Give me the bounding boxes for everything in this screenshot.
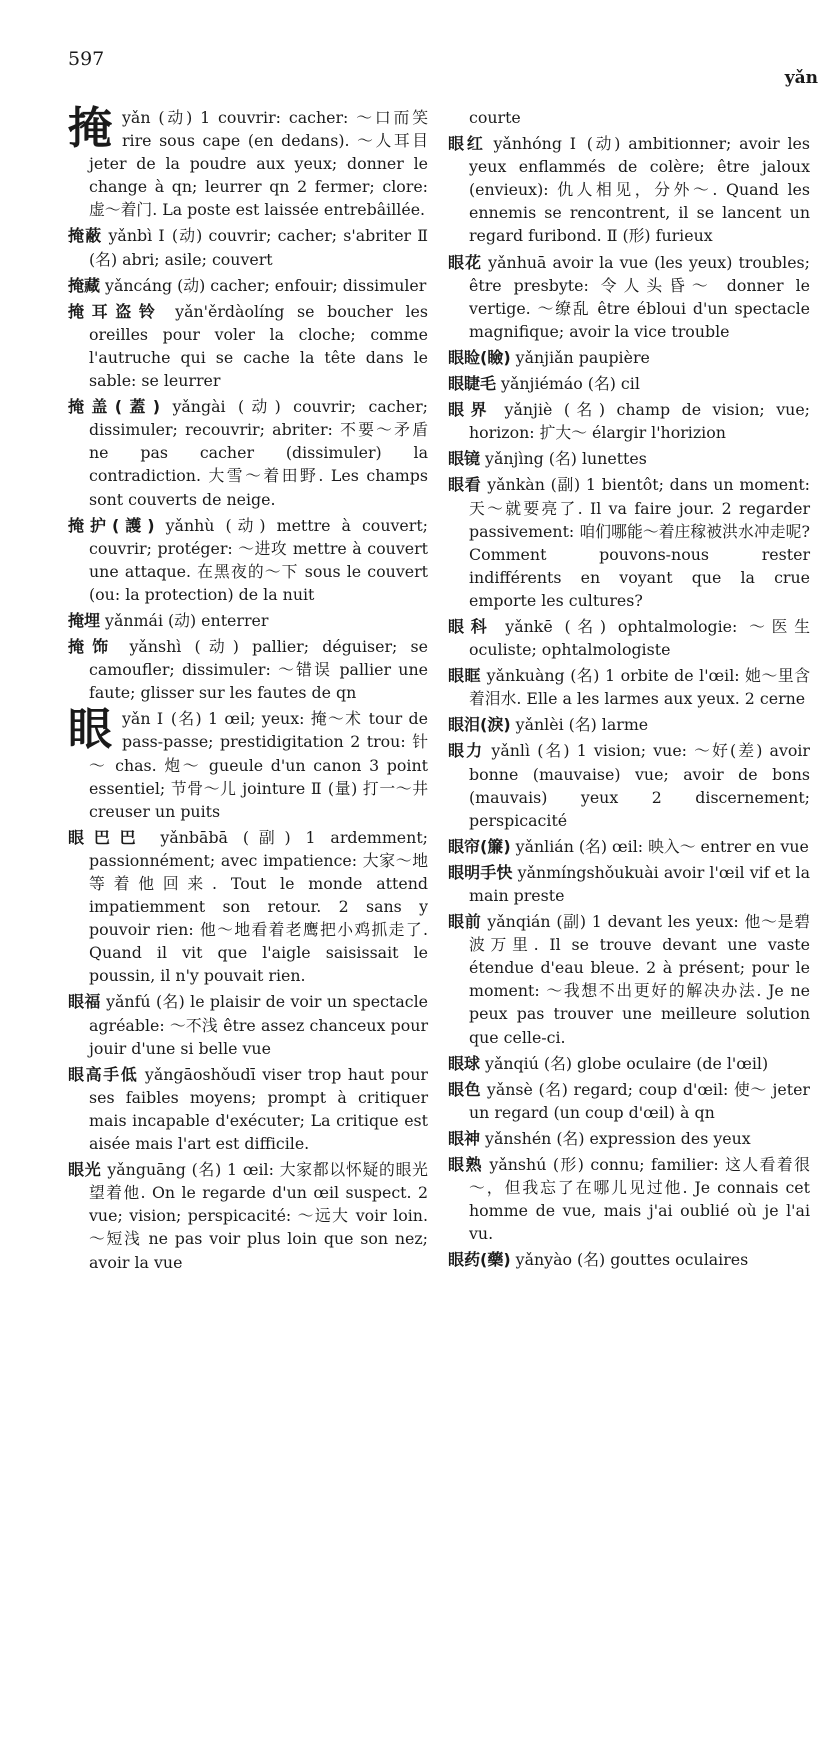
headword: 眼高手低 [68, 1064, 139, 1084]
headword: 眼熟 [448, 1155, 483, 1175]
headword: 眼明手快 [448, 862, 513, 882]
definition: yǎnkàn (副) 1 bientôt; dans un moment: 天～就要亮了. Il va faire jour. 2 regarder passivement: 咱们哪能～着庄稼被洪水冲走呢? Comment pouvons-nous rester indifférents en voyant que la crue emporte les cultures? [469, 475, 810, 610]
dictionary-entry [448, 664, 810, 710]
dictionary-entry [68, 395, 428, 510]
headword: 眼泪(淚) [448, 715, 511, 735]
headword: 掩护(護) [68, 515, 155, 535]
dictionary-entry [448, 398, 810, 444]
dictionary-entry [448, 739, 810, 831]
dictionary-entry [68, 224, 428, 270]
dictionary-entry [68, 635, 428, 704]
head-character: 掩 [68, 103, 112, 154]
header-word: yǎn [784, 68, 818, 88]
dictionary-entry [448, 615, 810, 661]
headword: 眼睫毛 [448, 374, 497, 394]
headword: 眼帘(簾) [448, 836, 511, 856]
definition: yǎn (动) 1 couvrir: cacher: ～口而笑 rire sous cape (en dedans). ～人耳目 jeter de la poudre aux yeux; donner le change à qn; leurrer qn 2 fermer; clore: 虚～着门. La poste est laissée entrebâillée. [89, 108, 428, 220]
definition: yǎn'ěrdàolíng se boucher les oreilles pour voler la cloche; comme l'autruche qui se cache la tête dans le sable: se leurrer [89, 301, 428, 391]
dictionary-entry [448, 447, 810, 470]
definition: courte [469, 108, 521, 127]
dictionary-entry [448, 251, 810, 343]
headword: 掩蔽 [68, 226, 103, 246]
dictionary-entry [68, 704, 428, 822]
headword: 掩藏 [68, 275, 101, 295]
definition: yǎnbābā (副) 1 ardemment; passionnément; avec impatience: 大家～地等着他回来. Tout le monde attend impatiemment son retour. 2 sans y pouvoir rien: 他～地看着老鹰把小鸡抓走了. Quand il vit que l'aigle saisissait le poussin, il n'y pouvait rien. [89, 827, 428, 986]
definition: yǎn Ⅰ (名) 1 œil; yeux: 掩～术 tour de pass-passe; prestidigitation 2 trou: 针～ chas. 炮～ gueule d'un canon 3 point essentiel; 节骨～儿 jointure Ⅱ (量) 打一～井 creuser un puits [89, 709, 428, 821]
dictionary-entry [448, 106, 810, 129]
definition: yǎnlì (名) 1 vision; vue: ～好(差) avoir bonne (mauvaise) vue; avoir de bons (mauvais) yeux 2 discernement; perspicacité [469, 741, 810, 830]
definition: yǎnqiú (名) globe oculaire (de l'œil) [480, 1053, 769, 1073]
definition: yǎngài (动) couvrir; cacher; dissimuler; recouvrir; abriter: 不要～矛盾 ne pas cacher (dissimuler) la contradiction. 大雪～着田野. Les champs sont couverts de neige. [89, 397, 428, 509]
definition: yǎnbì Ⅰ (动) couvrir; cacher; s'abriter Ⅱ (名) abri; asile; couvert [89, 226, 428, 269]
definition: yǎnshì (动) pallier; déguiser; se camoufler; dissimuler: ～错误 pallier une faute; glisser sur les fautes de qn [89, 637, 428, 703]
headword: 掩饰 [68, 637, 117, 657]
page-number: 597 [68, 48, 105, 70]
headword: 眼前 [448, 912, 482, 932]
definition: yǎnkuàng (名) 1 orbite de l'œil: 她～里含着泪水. Elle a les larmes aux yeux. 2 cerne [469, 666, 810, 709]
dictionary-entry [68, 609, 428, 632]
definition: yǎnjìng (名) lunettes [480, 449, 647, 469]
definition: yǎnguāng (名) 1 œil: 大家都以怀疑的眼光望着他. On le regarde d'un œil suspect. 2 vue; vision; perspicacité: ～远大 voir loin. ～短浅 ne pas voir plus loin que son nez; avoir la vue [89, 1160, 428, 1272]
dictionary-entry [448, 1052, 810, 1075]
dictionary-entry [448, 346, 810, 369]
dictionary-entry [68, 826, 428, 988]
headword: 眼神 [448, 1128, 481, 1148]
definition: yǎnhuā avoir la vue (les yeux) troubles; être presbyte: 令人头昏～ donner le vertige. ～缭乱 être ébloui d'un spectacle magnifique; avoir la vice trouble [469, 252, 810, 341]
dictionary-entry [448, 372, 810, 395]
headword: 眼红 [448, 134, 486, 154]
dictionary-entry [448, 132, 810, 247]
definition: yǎnkē (名) ophtalmologie: ～医生 oculiste; ophtalmologiste [469, 616, 810, 660]
definition: yǎnjiǎn paupière [510, 347, 650, 367]
definition: yǎnfú (名) le plaisir de voir un spectacle agréable: ～不浅 être assez chanceux pour jouir d'une si belle vue [89, 992, 428, 1058]
definition: yǎnjiè (名) champ de vision; vue; horizon: 扩大～ élargir l'horizion [469, 400, 810, 443]
headword: 眼球 [448, 1053, 481, 1073]
headword: 眼科 [448, 616, 494, 636]
headword: 眼福 [68, 992, 101, 1012]
dictionary-entry [448, 713, 810, 736]
definition: yǎnshén (名) expression des yeux [480, 1128, 751, 1148]
headword: 眼色 [448, 1079, 482, 1099]
dictionary-entry [448, 861, 810, 907]
dictionary-entry [448, 1153, 810, 1245]
headword: 眼睑(瞼) [448, 347, 511, 367]
definition: yǎnmíngshǒukuài avoir l'œil vif et la main preste [469, 862, 810, 905]
dictionary-entry [68, 103, 428, 221]
dictionary-entry [68, 300, 428, 392]
headword: 掩盖(蓋) [68, 397, 161, 417]
headword: 眼界 [448, 400, 494, 420]
head-character: 眼 [68, 704, 112, 756]
definition: yǎnyào (名) gouttes oculaires [510, 1250, 749, 1270]
left-column [68, 103, 428, 1277]
headword: 掩耳盗铃 [68, 301, 163, 321]
dictionary-entry [448, 835, 810, 858]
dictionary-entry [68, 1158, 428, 1273]
definition: yǎnqián (副) 1 devant les yeux: 他～是碧波万里. Il se trouve devant une vaste étendue d'eau bleue. 2 à présent; pour le moment: ～我想不出更好的解决办法. Je ne peux pas trouver une meilleure solution que celle-ci. [469, 912, 810, 1047]
headword: 眼巴巴 [68, 827, 146, 847]
definition: yǎngāoshǒudī viser trop haut pour ses faibles moyens; prompt à critiquer mais incapable d'exécuter; La critique est aisée mais l'art est difficile. [89, 1064, 428, 1154]
dictionary-entry [448, 910, 810, 1049]
dictionary-entry [448, 1078, 810, 1124]
headword: 眼光 [68, 1160, 102, 1180]
definition: yǎnsè (名) regard; coup d'œil: 使～ jeter un regard (un coup d'œil) à qn [469, 1079, 810, 1122]
headword: 眼花 [448, 252, 483, 272]
definition: yǎnshú (形) connu; familier: 这人看着很～，但我忘了在哪儿见过他. Je connais cet homme de vue, mais j'ai oublié où je l'ai vu. [469, 1155, 810, 1244]
right-column [448, 106, 810, 1275]
definition: yǎnhóng Ⅰ (动) ambitionner; avoir les yeux enflammés de colère; être jaloux (envieux): 仇人相见，分外～. Quand les ennemis se rencontrent, il se lancent un regard furibond. Ⅱ (形) furieux [469, 134, 810, 246]
definition: yǎnlèi (名) larme [510, 715, 649, 735]
headword: 眼眶 [448, 666, 482, 686]
headword: 眼看 [448, 475, 482, 495]
dictionary-entry [448, 1127, 810, 1150]
dictionary-entry [68, 274, 428, 297]
definition: yǎnmái (动) enterrer [100, 610, 269, 630]
definition: yǎncáng (动) cacher; enfouir; dissimuler [100, 275, 427, 295]
headword: 眼镜 [448, 449, 481, 469]
definition: yǎnlián (名) œil: 映入～ entrer en vue [510, 836, 809, 856]
dictionary-entry [68, 990, 428, 1059]
dictionary-entry [68, 1063, 428, 1155]
definition: yǎnjiémáo (名) cil [496, 374, 640, 394]
definition: yǎnhù (动) mettre à couvert; couvrir; protéger: ～进攻 mettre à couvert une attaque. 在黑夜的～下 sous le couvert (ou: la protection) de la nuit [89, 515, 428, 604]
headword: 眼药(藥) [448, 1250, 511, 1270]
dictionary-entry [68, 514, 428, 606]
headword: 眼力 [448, 741, 485, 761]
headword: 掩埋 [68, 610, 101, 630]
dictionary-entry [448, 1248, 810, 1271]
dictionary-entry [448, 473, 810, 612]
